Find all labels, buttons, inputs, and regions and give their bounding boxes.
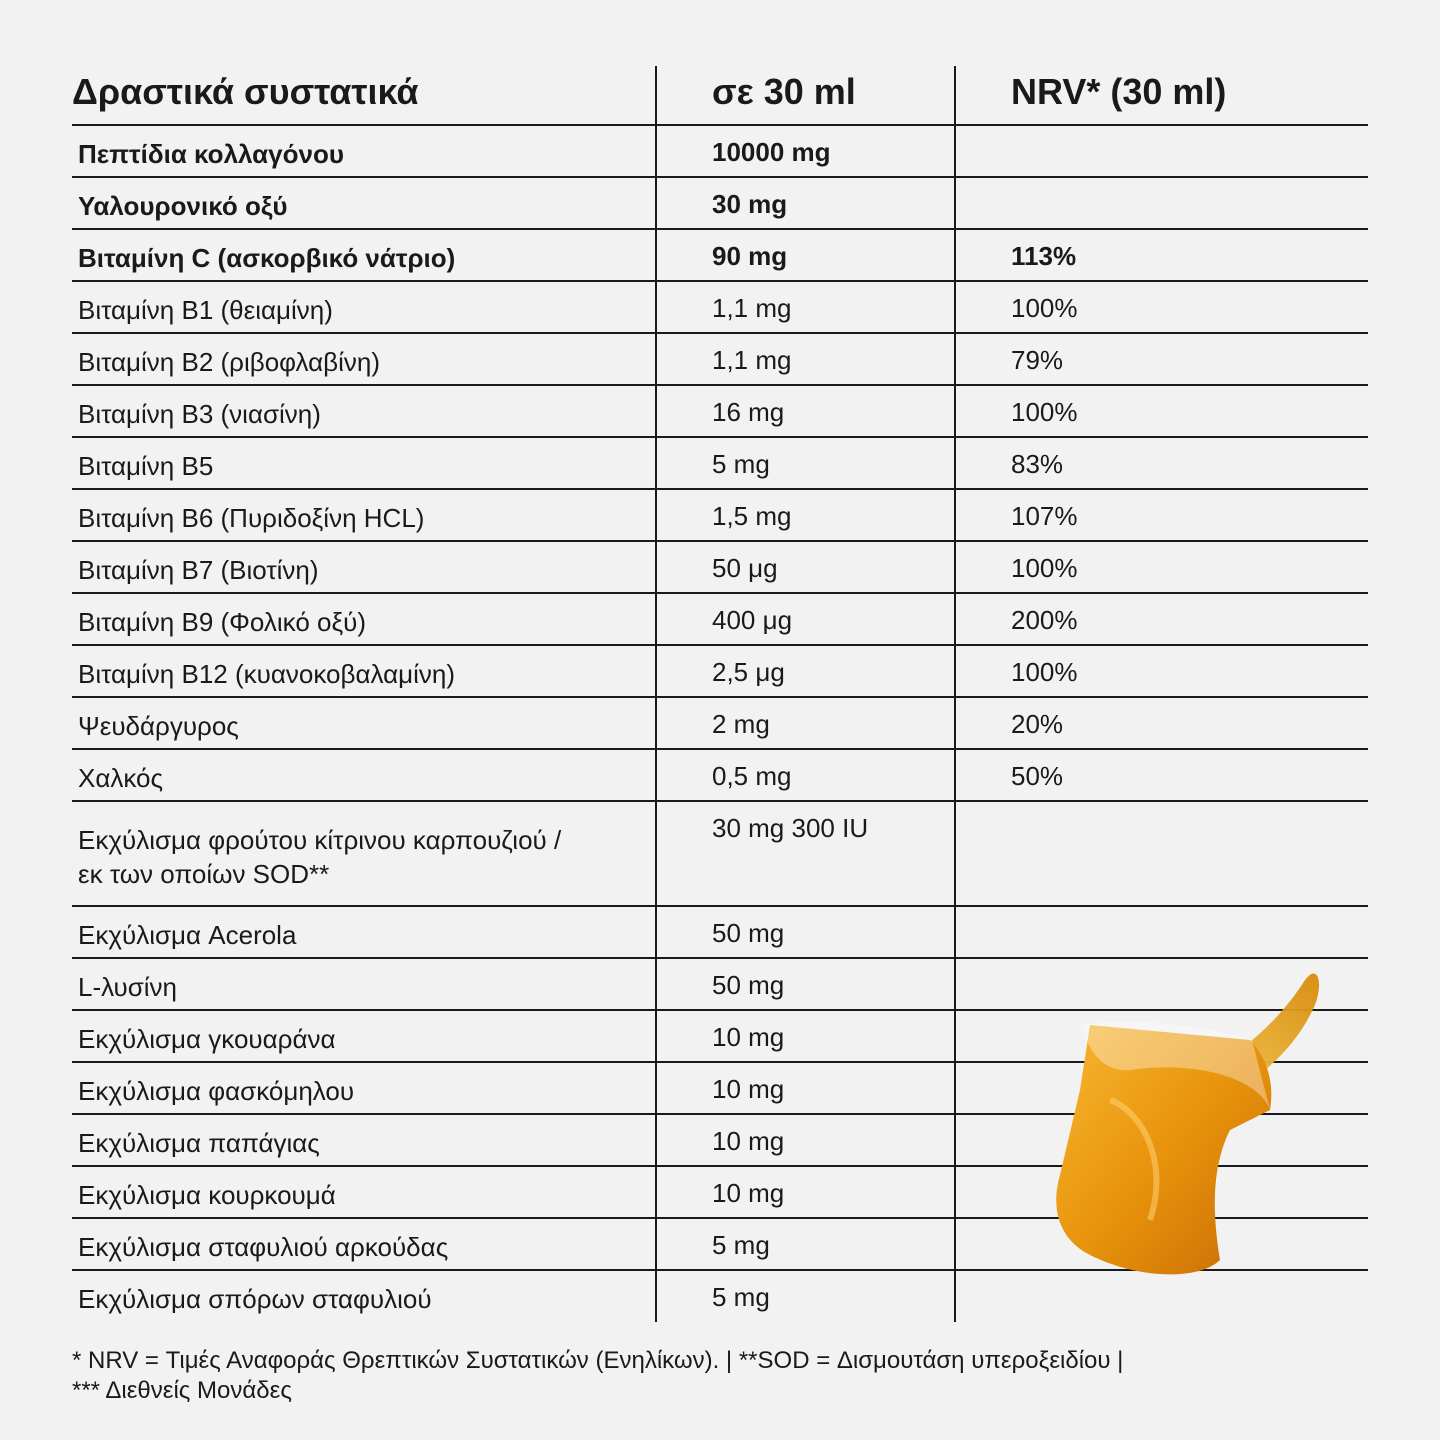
ingredient-amount: 50 mg — [712, 970, 785, 1000]
ingredient-nrv: 200% — [1011, 605, 1078, 635]
ingredient-amount: 400 μg — [712, 605, 793, 635]
table-row — [72, 178, 1368, 230]
collagen-shot-cup-icon — [1020, 960, 1350, 1290]
table-row — [72, 750, 1368, 802]
table-row — [72, 126, 1368, 178]
table-row — [72, 438, 1368, 490]
ingredient-name: Βιταμίνη Β5 — [78, 451, 214, 481]
ingredient-amount: 10 mg — [712, 1074, 785, 1104]
ingredient-name: Εκχύλισμα γκουαράνα — [78, 1024, 336, 1054]
ingredient-amount: 2 mg — [712, 709, 770, 739]
ingredient-amount: 30 mg — [712, 189, 788, 219]
ingredient-amount: 50 μg — [712, 553, 778, 583]
ingredient-name-line: εκ των οποίων SOD** — [78, 859, 330, 889]
ingredient-name: Ψευδάργυρος — [78, 711, 239, 741]
ingredient-nrv: 107% — [1011, 501, 1078, 531]
table-row — [72, 802, 1368, 907]
ingredient-name: Βιταμίνη Β9 (Φολικό οξύ) — [78, 607, 367, 637]
table-row — [72, 490, 1368, 542]
ingredient-amount: 0,5 mg — [712, 761, 792, 791]
ingredient-amount: 5 mg — [712, 1282, 770, 1312]
ingredient-name: Υαλουρονικό οξύ — [78, 191, 288, 221]
ingredient-name — [72, 802, 656, 905]
header-nrv: NRV* (30 ml) — [1011, 71, 1227, 112]
footnote-line: *** Διεθνείς Μονάδες — [72, 1377, 292, 1404]
ingredient-amount: 10000 mg — [712, 137, 831, 167]
ingredient-nrv — [955, 802, 1368, 905]
ingredient-amount: 30 mg 300 IU — [712, 813, 869, 843]
table-row — [72, 907, 1368, 959]
table-row — [72, 646, 1368, 698]
ingredient-name-line: Εκχύλισμα φρούτου κίτρινου καρπουζιού / — [78, 825, 562, 855]
ingredient-amount: 5 mg — [712, 449, 770, 479]
ingredient-nrv — [955, 907, 1368, 957]
ingredient-name: Εκχύλισμα σπόρων σταφυλιού — [78, 1284, 432, 1314]
ingredient-amount: 5 mg — [712, 1230, 770, 1260]
table-row — [72, 542, 1368, 594]
table-row — [72, 386, 1368, 438]
ingredient-amount: 50 mg — [712, 918, 785, 948]
table-row — [72, 594, 1368, 646]
footnote-line: * NRV = Τιμές Αναφοράς Θρεπτικών Συστατικών (Ενηλίκων). | **SOD = Δισμουτάση υπεροξειδίου | — [72, 1347, 1124, 1374]
header-ingredients: Δραστικά συστατικά — [72, 71, 419, 112]
ingredient-nrv: 113% — [1011, 241, 1077, 271]
ingredient-nrv: 83% — [1011, 449, 1064, 479]
footnote — [72, 1346, 1372, 1406]
ingredient-amount: 1,1 mg — [712, 345, 792, 375]
ingredient-amount: 1,1 mg — [712, 293, 792, 323]
ingredient-name: Βιταμίνη Β12 (κυανοκοβαλαμίνη) — [78, 659, 455, 689]
ingredient-amount: 2,5 μg — [712, 657, 785, 687]
ingredient-nrv: 50% — [1011, 761, 1064, 791]
ingredient-name: Βιταμίνη Β6 (Πυριδοξίνη HCL) — [78, 503, 425, 533]
ingredient-name: Βιταμίνη Β2 (ριβοφλαβίνη) — [78, 347, 381, 377]
ingredient-nrv: 100% — [1011, 397, 1078, 427]
ingredient-nrv: 20% — [1011, 709, 1064, 739]
ingredient-name: Χαλκός — [78, 763, 164, 793]
ingredient-name: Βιταμίνη Β1 (θειαμίνη) — [78, 295, 333, 325]
ingredient-nrv: 79% — [1011, 345, 1064, 375]
ingredient-name: Εκχύλισμα κουρκουμά — [78, 1180, 336, 1210]
table-row — [72, 282, 1368, 334]
ingredient-amount: 1,5 mg — [712, 501, 792, 531]
table-row — [72, 698, 1368, 750]
ingredient-name: Εκχύλισμα φασκόμηλου — [78, 1076, 355, 1106]
ingredient-amount: 16 mg — [712, 397, 785, 427]
ingredient-nrv — [955, 126, 1368, 176]
ingredient-name: L-λυσίνη — [78, 972, 177, 1002]
ingredient-nrv: 100% — [1011, 553, 1078, 583]
ingredient-nrv — [955, 178, 1368, 228]
ingredient-amount: 10 mg — [712, 1126, 785, 1156]
ingredient-name: Βιταμίνη Β3 (νιασίνη) — [78, 399, 321, 429]
ingredient-name: Βιταμίνη Β7 (Βιοτίνη) — [78, 555, 319, 585]
ingredient-nrv: 100% — [1011, 293, 1078, 323]
ingredient-name: Εκχύλισμα Acerola — [78, 920, 297, 950]
ingredient-nrv: 100% — [1011, 657, 1078, 687]
ingredient-name: Βιταμίνη C (ασκορβικό νάτριο) — [78, 243, 456, 273]
ingredient-amount: 10 mg — [712, 1022, 785, 1052]
header-amount: σε 30 ml — [712, 71, 856, 112]
table-row — [72, 230, 1368, 282]
ingredient-amount: 90 mg — [712, 241, 788, 271]
ingredient-name: Πεπτίδια κολλαγόνου — [78, 139, 344, 169]
ingredient-amount: 10 mg — [712, 1178, 785, 1208]
ingredient-name: Εκχύλισμα παπάγιας — [78, 1128, 320, 1158]
table-header — [72, 66, 1368, 126]
table-row — [72, 334, 1368, 386]
ingredient-name: Εκχύλισμα σταφυλιού αρκούδας — [78, 1232, 449, 1262]
